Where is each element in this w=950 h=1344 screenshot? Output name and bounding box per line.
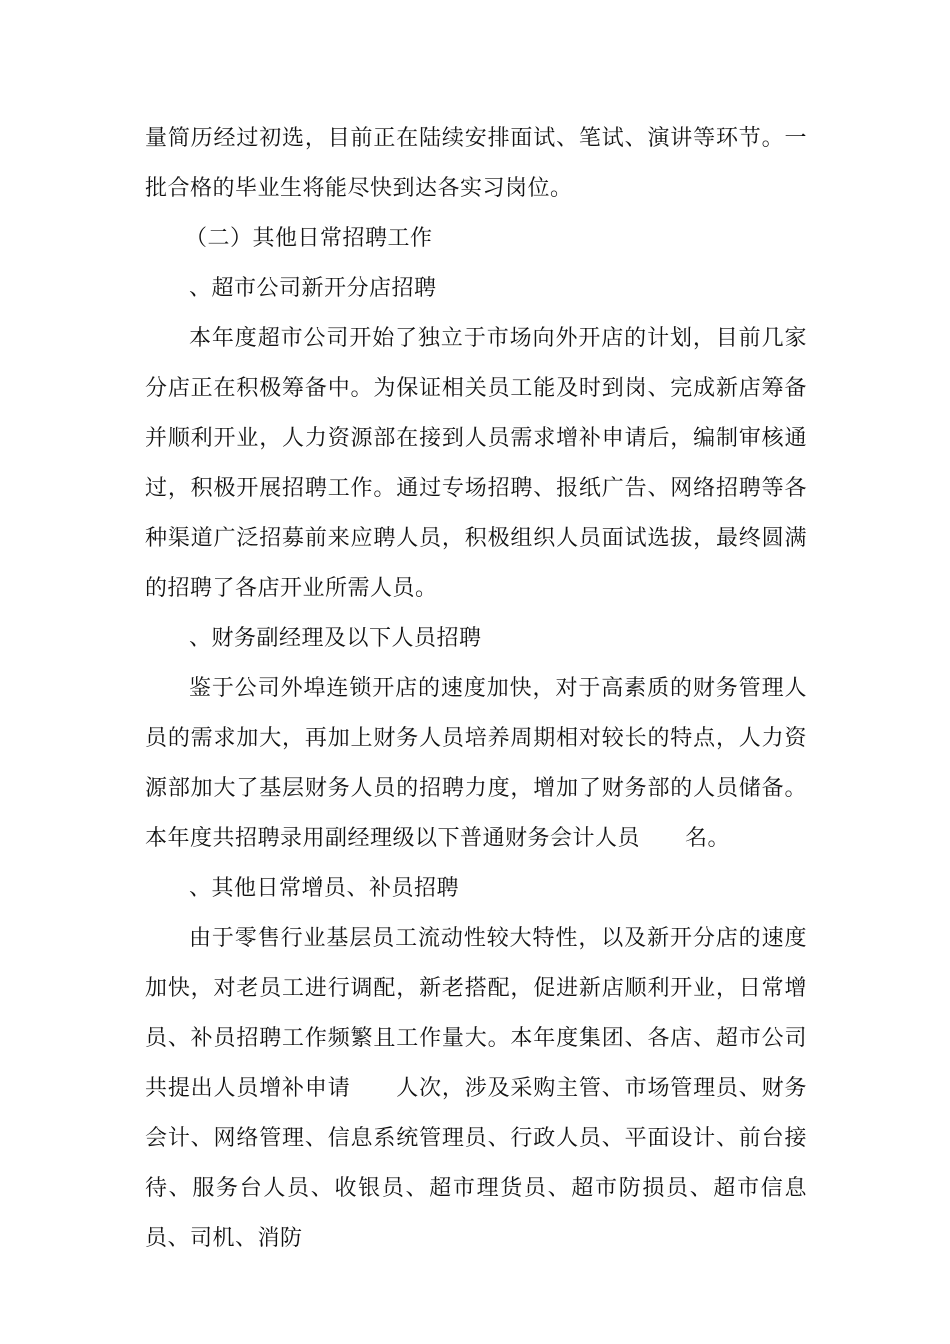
paragraph-supermarket-branch: 本年度超市公司开始了独立于市场向外开店的计划，目前几家分店正在积极筹备中。为保证相关员工能及时到岗、完成新店筹备并顺利开业，人力资源部在接到人员需求增补申请后，编制审核通过，积极开展招聘工作。通过专场招聘、报纸广告、网络招聘等各种渠道广泛招募前来应聘人员，积极组织人员面试选拔，最终圆满的招聘了各店开业所需人员。 bbox=[145, 326, 807, 601]
subsection-heading-finance: 、财务副经理及以下人员招聘 bbox=[189, 626, 482, 651]
subsection-heading-supermarket-branch: 、超市公司新开分店招聘 bbox=[189, 276, 437, 301]
paragraph-daily-staffing: 由于零售行业基层员工流动性较大特性，以及新开分店的速度加快，对老员工进行调配，新老搭配，促进新店顺利开业，日常增员、补员招聘工作频繁且工作量大。本年度集团、各店、超市公司共提出人员增补申请 人次，涉及采购主管、市场管理员、财务会计、网络管理、信息系统管理员、行政人员、平面设计、前台接待、服务台人员、收银员、超市理货员、超市防损员、超市信息员、司机、消防 bbox=[145, 926, 807, 1251]
paragraph-continued: 量简历经过初选，目前正在陆续安排面试、笔试、演讲等环节。一批合格的毕业生将能尽快到达各实习岗位。 bbox=[145, 126, 807, 201]
section-heading-other-recruitment: （二）其他日常招聘工作 bbox=[185, 226, 433, 251]
subsection-heading-daily-staffing: 、其他日常增员、补员招聘 bbox=[189, 876, 460, 901]
document-body bbox=[145, 114, 807, 1264]
paragraph-finance: 鉴于公司外埠连锁开店的速度加快，对于高素质的财务管理人员的需求加大，再加上财务人员培养周期相对较长的特点，人力资源部加大了基层财务人员的招聘力度，增加了财务部的人员储备。本年度共招聘录用副经理级以下普通财务会计人员 名。 bbox=[145, 676, 807, 851]
